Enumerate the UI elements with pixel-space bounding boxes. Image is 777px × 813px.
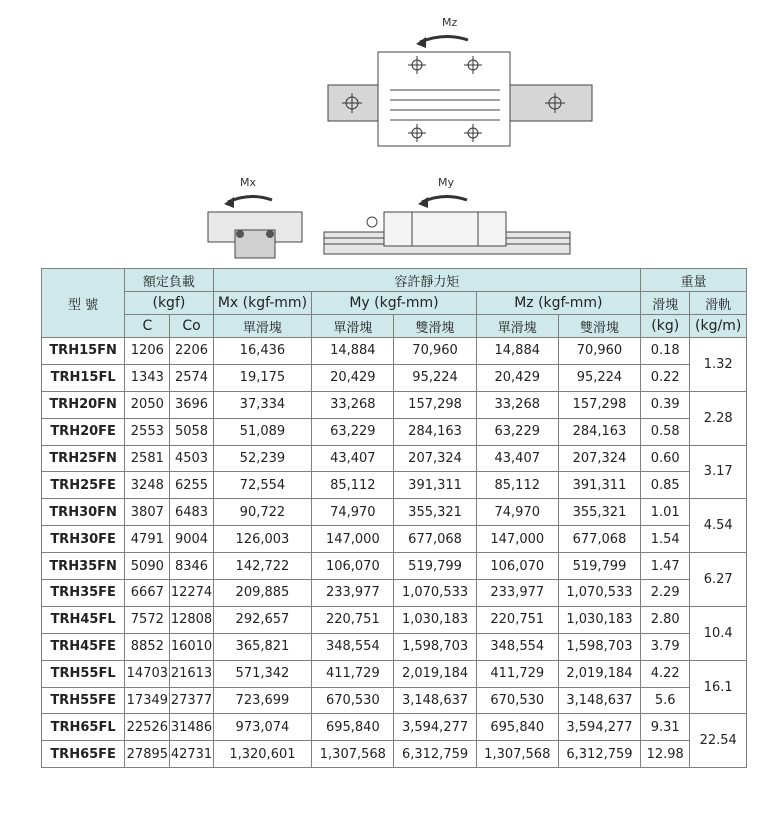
side-view-diagram — [322, 172, 572, 267]
cell-block: 12.98 — [641, 741, 690, 768]
cell-c: 1206 — [125, 338, 170, 365]
cell-my2: 1,598,703 — [394, 633, 476, 660]
header-rated-load-unit: (kgf) — [125, 292, 213, 315]
cell-mz1: 695,840 — [476, 714, 558, 741]
cell-rail: 4.54 — [690, 499, 747, 553]
cell-mx: 16,436 — [213, 338, 312, 365]
cell-my2: 157,298 — [394, 391, 476, 418]
cell-c: 8852 — [125, 633, 170, 660]
cell-mz2: 1,598,703 — [558, 633, 640, 660]
cell-my1: 411,729 — [312, 660, 394, 687]
cell-model: TRH45FE — [42, 633, 125, 660]
cell-co: 6483 — [170, 499, 213, 526]
cell-rail: 16.1 — [690, 660, 747, 714]
cell-rail: 10.4 — [690, 606, 747, 660]
cell-my2: 519,799 — [394, 553, 476, 580]
cell-co: 4503 — [170, 445, 213, 472]
cell-co: 12808 — [170, 606, 213, 633]
cell-model: TRH35FN — [42, 553, 125, 580]
header-mz-single: 單滑塊 — [476, 315, 558, 338]
cell-co: 2206 — [170, 338, 213, 365]
cell-block: 4.22 — [641, 660, 690, 687]
table-row — [42, 526, 747, 553]
cell-my2: 2,019,184 — [394, 660, 476, 687]
cell-block: 9.31 — [641, 714, 690, 741]
header-mz: Mz (kgf-mm) — [476, 292, 640, 315]
top-view-drawing — [320, 10, 600, 150]
cell-my1: 33,268 — [312, 391, 394, 418]
cell-my1: 348,554 — [312, 633, 394, 660]
cell-mz1: 220,751 — [476, 606, 558, 633]
cell-my2: 95,224 — [394, 364, 476, 391]
cell-my2: 1,070,533 — [394, 580, 476, 607]
cell-co: 12274 — [170, 580, 213, 607]
cell-mz1: 14,884 — [476, 338, 558, 365]
cell-c: 17349 — [125, 687, 170, 714]
cell-mz1: 33,268 — [476, 391, 558, 418]
cell-my1: 220,751 — [312, 606, 394, 633]
table-row — [42, 580, 747, 607]
cell-block: 0.39 — [641, 391, 690, 418]
cell-co: 21613 — [170, 660, 213, 687]
cell-mz2: 95,224 — [558, 364, 640, 391]
cell-rail: 1.32 — [690, 338, 747, 392]
cell-c: 27895 — [125, 741, 170, 768]
cell-model: TRH20FN — [42, 391, 125, 418]
cell-c: 3248 — [125, 472, 170, 499]
cell-my2: 1,030,183 — [394, 606, 476, 633]
cell-model: TRH15FL — [42, 364, 125, 391]
cell-model: TRH65FL — [42, 714, 125, 741]
cell-mz2: 1,070,533 — [558, 580, 640, 607]
cell-co: 42731 — [170, 741, 213, 768]
cell-co: 6255 — [170, 472, 213, 499]
cell-model: TRH55FL — [42, 660, 125, 687]
cell-co: 9004 — [170, 526, 213, 553]
cell-mz1: 1,307,568 — [476, 741, 558, 768]
cell-c: 7572 — [125, 606, 170, 633]
front-view-diagram — [200, 172, 310, 267]
cell-model: TRH65FE — [42, 741, 125, 768]
cell-mz2: 70,960 — [558, 338, 640, 365]
table-row — [42, 687, 747, 714]
cell-c: 5090 — [125, 553, 170, 580]
cell-my2: 70,960 — [394, 338, 476, 365]
cell-mz1: 74,970 — [476, 499, 558, 526]
cell-c: 2050 — [125, 391, 170, 418]
cell-mx: 571,342 — [213, 660, 312, 687]
cell-co: 5058 — [170, 418, 213, 445]
table-row — [42, 499, 747, 526]
header-my-double: 雙滑塊 — [394, 315, 476, 338]
cell-mx: 973,074 — [213, 714, 312, 741]
table-row — [42, 418, 747, 445]
cell-my2: 3,148,637 — [394, 687, 476, 714]
cell-mz1: 233,977 — [476, 580, 558, 607]
cell-mx: 51,089 — [213, 418, 312, 445]
cell-block: 1.54 — [641, 526, 690, 553]
cell-my1: 670,530 — [312, 687, 394, 714]
cell-my1: 85,112 — [312, 472, 394, 499]
cell-my1: 14,884 — [312, 338, 394, 365]
cell-my1: 695,840 — [312, 714, 394, 741]
cell-mx: 90,722 — [213, 499, 312, 526]
cell-model: TRH20FE — [42, 418, 125, 445]
header-rail-weight: 滑軌 — [690, 292, 747, 315]
cell-mx: 126,003 — [213, 526, 312, 553]
cell-mz2: 157,298 — [558, 391, 640, 418]
cell-mz2: 355,321 — [558, 499, 640, 526]
cell-model: TRH25FE — [42, 472, 125, 499]
cell-mz2: 677,068 — [558, 526, 640, 553]
cell-mx: 37,334 — [213, 391, 312, 418]
cell-block: 3.79 — [641, 633, 690, 660]
cell-c: 2553 — [125, 418, 170, 445]
cell-rail: 2.28 — [690, 391, 747, 445]
cell-mx: 723,699 — [213, 687, 312, 714]
cell-mz1: 411,729 — [476, 660, 558, 687]
header-c: C — [125, 315, 170, 338]
cell-mz2: 1,030,183 — [558, 606, 640, 633]
cell-my2: 6,312,759 — [394, 741, 476, 768]
cell-c: 14703 — [125, 660, 170, 687]
table-row — [42, 553, 747, 580]
table-row — [42, 606, 747, 633]
cell-my2: 355,321 — [394, 499, 476, 526]
cell-my1: 74,970 — [312, 499, 394, 526]
header-weight: 重量 — [641, 269, 747, 292]
table-row — [42, 338, 747, 365]
cell-block: 0.85 — [641, 472, 690, 499]
table-row — [42, 741, 747, 768]
cell-my1: 43,407 — [312, 445, 394, 472]
cell-model: TRH45FL — [42, 606, 125, 633]
cell-block: 1.01 — [641, 499, 690, 526]
cell-mz2: 519,799 — [558, 553, 640, 580]
header-mz-double: 雙滑塊 — [558, 315, 640, 338]
cell-my1: 63,229 — [312, 418, 394, 445]
cell-mz1: 348,554 — [476, 633, 558, 660]
cell-mx: 19,175 — [213, 364, 312, 391]
cell-co: 2574 — [170, 364, 213, 391]
header-co: Co — [170, 315, 213, 338]
table-row — [42, 714, 747, 741]
cell-mz1: 63,229 — [476, 418, 558, 445]
cell-my1: 233,977 — [312, 580, 394, 607]
cell-mz2: 3,594,277 — [558, 714, 640, 741]
cell-model: TRH35FE — [42, 580, 125, 607]
mx-label: Mx — [240, 176, 257, 189]
spec-table-body — [42, 338, 747, 768]
cell-c: 6667 — [125, 580, 170, 607]
cell-mx: 365,821 — [213, 633, 312, 660]
cell-mz2: 284,163 — [558, 418, 640, 445]
cell-mz2: 207,324 — [558, 445, 640, 472]
cell-mz1: 147,000 — [476, 526, 558, 553]
cell-model: TRH25FN — [42, 445, 125, 472]
cell-my1: 106,070 — [312, 553, 394, 580]
cell-co: 16010 — [170, 633, 213, 660]
cell-block: 0.60 — [641, 445, 690, 472]
cell-mx: 142,722 — [213, 553, 312, 580]
cell-c: 1343 — [125, 364, 170, 391]
cell-block: 0.22 — [641, 364, 690, 391]
cell-mz1: 43,407 — [476, 445, 558, 472]
header-model: 型 號 — [42, 269, 125, 338]
cell-mz2: 6,312,759 — [558, 741, 640, 768]
cell-c: 4791 — [125, 526, 170, 553]
cell-block: 2.80 — [641, 606, 690, 633]
cell-model: TRH30FN — [42, 499, 125, 526]
cell-mz2: 2,019,184 — [558, 660, 640, 687]
cell-mz1: 20,429 — [476, 364, 558, 391]
cell-mz1: 670,530 — [476, 687, 558, 714]
cell-block: 5.6 — [641, 687, 690, 714]
cell-block: 0.18 — [641, 338, 690, 365]
cell-rail: 6.27 — [690, 553, 747, 607]
top-view-diagram — [320, 10, 600, 150]
cell-mx: 1,320,601 — [213, 741, 312, 768]
cell-c: 22526 — [125, 714, 170, 741]
cell-mx: 52,239 — [213, 445, 312, 472]
cell-co: 8346 — [170, 553, 213, 580]
header-my: My (kgf-mm) — [312, 292, 476, 315]
cell-mx: 209,885 — [213, 580, 312, 607]
table-row — [42, 660, 747, 687]
cell-mx: 292,657 — [213, 606, 312, 633]
mz-label: Mz — [442, 16, 458, 29]
cell-block: 1.47 — [641, 553, 690, 580]
cell-mz1: 85,112 — [476, 472, 558, 499]
cell-mz2: 3,148,637 — [558, 687, 640, 714]
table-row — [42, 633, 747, 660]
header-block-weight: 滑塊 — [641, 292, 690, 315]
header-rail-unit: (kg/m) — [690, 315, 747, 338]
cell-c: 3807 — [125, 499, 170, 526]
cell-c: 2581 — [125, 445, 170, 472]
cell-my2: 391,311 — [394, 472, 476, 499]
table-row — [42, 445, 747, 472]
cell-model: TRH15FN — [42, 338, 125, 365]
cell-mz1: 106,070 — [476, 553, 558, 580]
cell-block: 2.29 — [641, 580, 690, 607]
cell-my1: 147,000 — [312, 526, 394, 553]
cell-my1: 20,429 — [312, 364, 394, 391]
spec-table — [41, 268, 747, 768]
cell-rail: 3.17 — [690, 445, 747, 499]
cell-model: TRH30FE — [42, 526, 125, 553]
table-row — [42, 472, 747, 499]
my-label: My — [438, 176, 455, 189]
cell-my2: 3,594,277 — [394, 714, 476, 741]
header-mx: Mx (kgf-mm) — [213, 292, 312, 315]
cell-my1: 1,307,568 — [312, 741, 394, 768]
cell-co: 31486 — [170, 714, 213, 741]
header-rated-load: 額定負載 — [125, 269, 213, 292]
header-static-moment: 容許靜力矩 — [213, 269, 640, 292]
cell-co: 27377 — [170, 687, 213, 714]
header-my-single: 單滑塊 — [312, 315, 394, 338]
cell-block: 0.58 — [641, 418, 690, 445]
cell-mz2: 391,311 — [558, 472, 640, 499]
cell-my2: 284,163 — [394, 418, 476, 445]
table-row — [42, 391, 747, 418]
cell-mx: 72,554 — [213, 472, 312, 499]
cell-my2: 207,324 — [394, 445, 476, 472]
table-row — [42, 364, 747, 391]
cell-rail: 22.54 — [690, 714, 747, 768]
cell-my2: 677,068 — [394, 526, 476, 553]
header-mx-single: 單滑塊 — [213, 315, 312, 338]
header-block-unit: (kg) — [641, 315, 690, 338]
cell-co: 3696 — [170, 391, 213, 418]
cell-model: TRH55FE — [42, 687, 125, 714]
